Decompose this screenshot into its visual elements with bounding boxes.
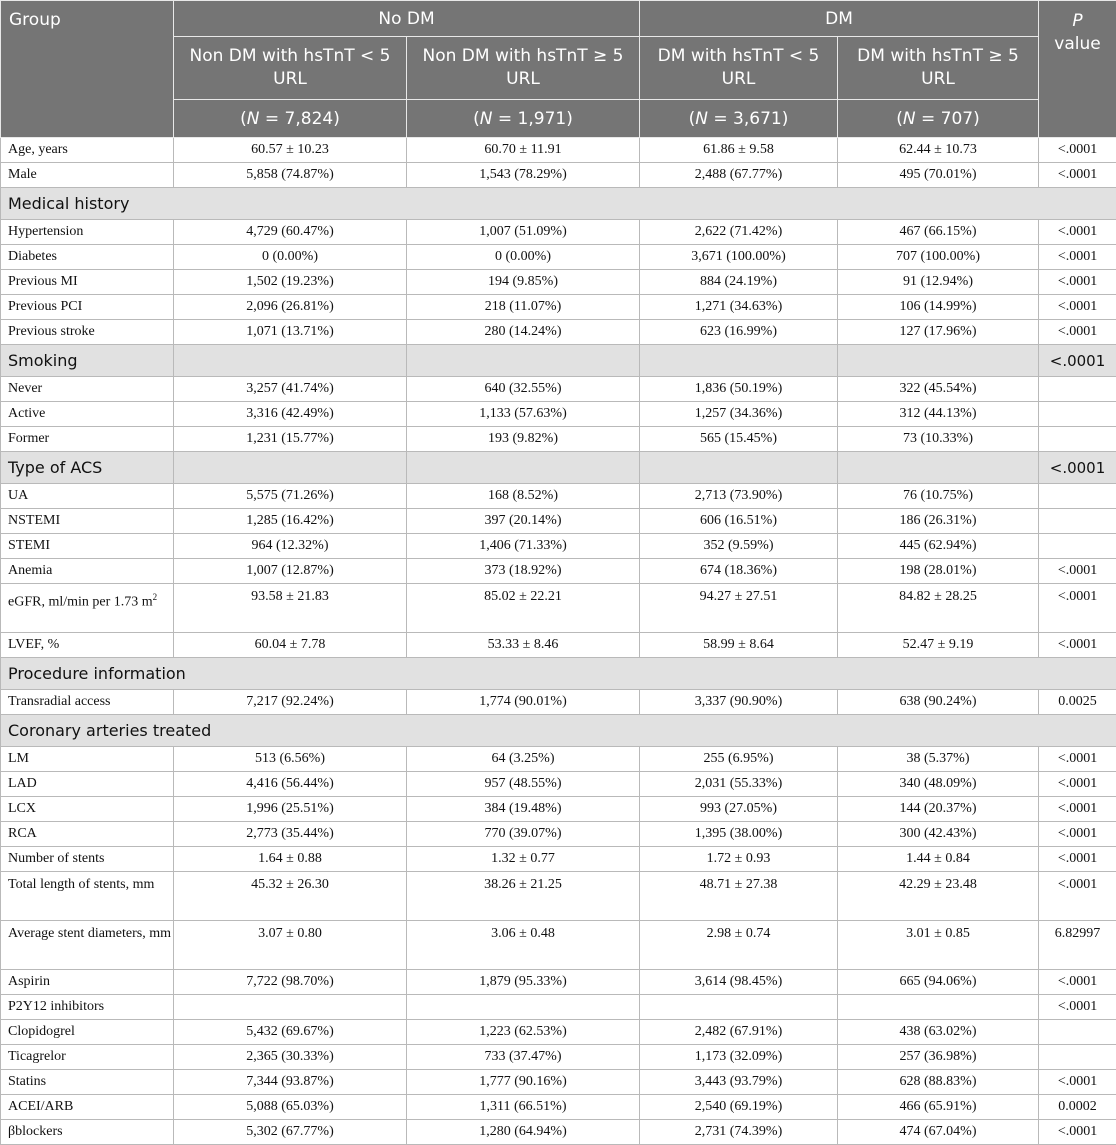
p-value-cell: <.0001 <box>1039 872 1116 921</box>
value-cell: 38.26 ± 21.25 <box>407 872 640 921</box>
value-cell: 1,502 (19.23%) <box>174 270 407 295</box>
value-cell: 42.29 ± 23.48 <box>838 872 1039 921</box>
row-label-text: Anemia <box>8 563 52 578</box>
subgroup-header: Non DM with hsTnT < 5 URL <box>174 37 407 100</box>
row-label <box>1 270 174 295</box>
row-label <box>1 534 174 559</box>
row-label-text: ACEI/ARB <box>8 1099 73 1114</box>
value-cell: 4,416 (56.44%) <box>174 772 407 797</box>
value-cell: 194 (9.85%) <box>407 270 640 295</box>
group-header: Group <box>1 1 174 138</box>
row-label-text: βblockers <box>8 1124 63 1139</box>
p-value-cell <box>1039 534 1116 559</box>
value-cell: 340 (48.09%) <box>838 772 1039 797</box>
row-label-text: LVEF, % <box>8 637 59 652</box>
value-cell: 62.44 ± 10.73 <box>838 138 1039 163</box>
value-cell: 218 (11.07%) <box>407 295 640 320</box>
value-cell: 76 (10.75%) <box>838 484 1039 509</box>
value-cell: 733 (37.47%) <box>407 1045 640 1070</box>
row-label <box>1 484 174 509</box>
p-value-cell: <.0001 <box>1039 163 1116 188</box>
p-value-cell: 0.0002 <box>1039 1095 1116 1120</box>
value-cell: 2,713 (73.90%) <box>640 484 838 509</box>
value-cell: 5,432 (69.67%) <box>174 1020 407 1045</box>
value-cell: 1,996 (25.51%) <box>174 797 407 822</box>
section-empty-cell <box>407 345 640 377</box>
value-cell: 312 (44.13%) <box>838 402 1039 427</box>
row-label <box>1 1020 174 1045</box>
value-cell: 3,443 (93.79%) <box>640 1070 838 1095</box>
value-cell: 2,096 (26.81%) <box>174 295 407 320</box>
value-cell: 1,777 (90.16%) <box>407 1070 640 1095</box>
value-cell: 3,614 (98.45%) <box>640 970 838 995</box>
row-label-text: Average stent diameters, mm <box>8 926 171 941</box>
dm-header: DM <box>640 1 1039 37</box>
value-cell: 1,071 (13.71%) <box>174 320 407 345</box>
row-label-text: Male <box>8 167 37 182</box>
row-label <box>1 220 174 245</box>
row-label <box>1 872 174 921</box>
value-cell: 38 (5.37%) <box>838 747 1039 772</box>
table-row <box>1 138 1116 163</box>
p-value-cell: <.0001 <box>1039 584 1116 633</box>
value-cell: 84.82 ± 28.25 <box>838 584 1039 633</box>
p-value-cell: <.0001 <box>1039 452 1116 484</box>
value-cell: 770 (39.07%) <box>407 822 640 847</box>
value-cell: 352 (9.59%) <box>640 534 838 559</box>
row-label-text: Previous stroke <box>8 324 95 339</box>
value-cell: 373 (18.92%) <box>407 559 640 584</box>
row-label-text: Active <box>8 406 45 421</box>
row-label <box>1 584 174 633</box>
value-cell: 1.32 ± 0.77 <box>407 847 640 872</box>
table-body <box>1 138 1116 1145</box>
value-cell: 7,722 (98.70%) <box>174 970 407 995</box>
value-cell: 2,622 (71.42%) <box>640 220 838 245</box>
value-cell: 198 (28.01%) <box>838 559 1039 584</box>
value-cell: 1.72 ± 0.93 <box>640 847 838 872</box>
row-label <box>1 1095 174 1120</box>
section-empty-cell <box>407 452 640 484</box>
row-label-text: P2Y12 inhibitors <box>8 999 104 1014</box>
row-label-text: eGFR, ml/min per 1.73 m <box>8 595 153 610</box>
superscript: 2 <box>153 592 158 602</box>
value-cell: 665 (94.06%) <box>838 970 1039 995</box>
row-label <box>1 633 174 658</box>
value-cell: 5,088 (65.03%) <box>174 1095 407 1120</box>
row-label-text: STEMI <box>8 538 50 553</box>
p-value-cell: <.0001 <box>1039 220 1116 245</box>
p-value-cell: <.0001 <box>1039 295 1116 320</box>
value-cell: 1,395 (38.00%) <box>640 822 838 847</box>
value-cell: 2,731 (74.39%) <box>640 1120 838 1145</box>
p-value-cell: <.0001 <box>1039 1120 1116 1145</box>
value-cell: 2,488 (67.77%) <box>640 163 838 188</box>
row-label-text: Aspirin <box>8 974 50 989</box>
value-cell: 1,223 (62.53%) <box>407 1020 640 1045</box>
value-cell: 93.58 ± 21.83 <box>174 584 407 633</box>
table-row <box>1 427 1116 452</box>
value-cell: 1.64 ± 0.88 <box>174 847 407 872</box>
row-label <box>1 163 174 188</box>
value-cell: 628 (88.83%) <box>838 1070 1039 1095</box>
p-value-cell: <.0001 <box>1039 245 1116 270</box>
p-value-cell: <.0001 <box>1039 797 1116 822</box>
row-label <box>1 822 174 847</box>
table-row <box>1 970 1116 995</box>
value-cell: 255 (6.95%) <box>640 747 838 772</box>
value-cell: 565 (15.45%) <box>640 427 838 452</box>
section-empty-cell <box>838 345 1039 377</box>
section-row <box>1 452 1116 484</box>
table-row <box>1 995 1116 1020</box>
value-cell: 45.32 ± 26.30 <box>174 872 407 921</box>
value-cell: 4,729 (60.47%) <box>174 220 407 245</box>
value-cell: 3,316 (42.49%) <box>174 402 407 427</box>
row-label <box>1 427 174 452</box>
value-cell: 606 (16.51%) <box>640 509 838 534</box>
table-row <box>1 245 1116 270</box>
row-label <box>1 747 174 772</box>
value-cell: 2.98 ± 0.74 <box>640 921 838 970</box>
value-cell: 3,257 (41.74%) <box>174 377 407 402</box>
section-row <box>1 658 1116 690</box>
value-cell: 993 (27.05%) <box>640 797 838 822</box>
table-row <box>1 220 1116 245</box>
value-cell: 397 (20.14%) <box>407 509 640 534</box>
value-cell: 2,773 (35.44%) <box>174 822 407 847</box>
table-row <box>1 797 1116 822</box>
p-value-cell <box>1039 377 1116 402</box>
value-cell: 60.70 ± 11.91 <box>407 138 640 163</box>
table-row <box>1 921 1116 970</box>
value-cell: 48.71 ± 27.38 <box>640 872 838 921</box>
value-cell: 467 (66.15%) <box>838 220 1039 245</box>
section-label: Smoking <box>1 345 174 377</box>
row-label <box>1 995 174 1020</box>
p-value-header <box>1039 1 1116 138</box>
table-row <box>1 847 1116 872</box>
row-label <box>1 402 174 427</box>
row-label <box>1 295 174 320</box>
value-cell: 1,836 (50.19%) <box>640 377 838 402</box>
table-row <box>1 377 1116 402</box>
value-cell: 64 (3.25%) <box>407 747 640 772</box>
p-value-cell <box>1039 1020 1116 1045</box>
value-cell: 1,007 (51.09%) <box>407 220 640 245</box>
value-cell: 674 (18.36%) <box>640 559 838 584</box>
row-label-text: UA <box>8 488 28 503</box>
row-label-text: Clopidogrel <box>8 1024 75 1039</box>
row-label-text: Total length of stents, mm <box>8 877 154 892</box>
value-cell: 2,540 (69.19%) <box>640 1095 838 1120</box>
table-row <box>1 270 1116 295</box>
value-cell: 5,302 (67.77%) <box>174 1120 407 1145</box>
value-cell: 1,007 (12.87%) <box>174 559 407 584</box>
table-row <box>1 1070 1116 1095</box>
table-header <box>1 1 1116 138</box>
value-cell: 257 (36.98%) <box>838 1045 1039 1070</box>
table-row <box>1 559 1116 584</box>
value-cell: 1,879 (95.33%) <box>407 970 640 995</box>
table-row <box>1 1095 1116 1120</box>
value-cell: 1,231 (15.77%) <box>174 427 407 452</box>
table-row <box>1 402 1116 427</box>
row-label <box>1 559 174 584</box>
value-cell: 2,482 (67.91%) <box>640 1020 838 1045</box>
section-empty-cell <box>174 452 407 484</box>
value-cell: 2,365 (30.33%) <box>174 1045 407 1070</box>
row-label-text: Statins <box>8 1074 46 1089</box>
value-cell: 474 (67.04%) <box>838 1120 1039 1145</box>
row-label <box>1 320 174 345</box>
value-cell: 58.99 ± 8.64 <box>640 633 838 658</box>
p-value-cell: 6.82997 <box>1039 921 1116 970</box>
value-cell: 1,280 (64.94%) <box>407 1120 640 1145</box>
value-cell: 707 (100.00%) <box>838 245 1039 270</box>
value-cell: 1,285 (16.42%) <box>174 509 407 534</box>
section-label: Coronary arteries treated <box>1 715 1116 747</box>
table-row <box>1 822 1116 847</box>
section-row <box>1 345 1116 377</box>
table-row <box>1 509 1116 534</box>
value-cell: 3,337 (90.90%) <box>640 690 838 715</box>
p-value-cell: <.0001 <box>1039 138 1116 163</box>
row-label-text: Diabetes <box>8 249 57 264</box>
table-row <box>1 633 1116 658</box>
value-cell: 513 (6.56%) <box>174 747 407 772</box>
section-label: Type of ACS <box>1 452 174 484</box>
value-cell: 0 (0.00%) <box>407 245 640 270</box>
table-row <box>1 1020 1116 1045</box>
table-row <box>1 534 1116 559</box>
subgroup-header: DM with hsTnT < 5 URL <box>640 37 838 100</box>
p-value-cell: <.0001 <box>1039 633 1116 658</box>
p-value-cell: <.0001 <box>1039 822 1116 847</box>
p-value-cell: 0.0025 <box>1039 690 1116 715</box>
value-cell: 73 (10.33%) <box>838 427 1039 452</box>
value-cell: 3.01 ± 0.85 <box>838 921 1039 970</box>
row-label <box>1 377 174 402</box>
row-label-text: LAD <box>8 776 37 791</box>
value-cell <box>640 995 838 1020</box>
value-cell: 1,257 (34.36%) <box>640 402 838 427</box>
value-cell: 3.07 ± 0.80 <box>174 921 407 970</box>
value-cell: 1,271 (34.63%) <box>640 295 838 320</box>
value-cell: 186 (26.31%) <box>838 509 1039 534</box>
value-cell: 623 (16.99%) <box>640 320 838 345</box>
value-cell: 640 (32.55%) <box>407 377 640 402</box>
value-cell: 193 (9.82%) <box>407 427 640 452</box>
p-value-cell: <.0001 <box>1039 995 1116 1020</box>
row-label <box>1 138 174 163</box>
value-cell: 144 (20.37%) <box>838 797 1039 822</box>
value-cell: 127 (17.96%) <box>838 320 1039 345</box>
row-label-text: Previous PCI <box>8 299 82 314</box>
row-label-text: Transradial access <box>8 694 111 709</box>
section-label: Medical history <box>1 188 1116 220</box>
value-cell <box>174 995 407 1020</box>
row-label <box>1 690 174 715</box>
value-cell: 60.57 ± 10.23 <box>174 138 407 163</box>
row-label-text: Age, years <box>8 142 68 157</box>
value-cell: 5,858 (74.87%) <box>174 163 407 188</box>
table-row <box>1 484 1116 509</box>
p-value-cell <box>1039 402 1116 427</box>
section-empty-cell <box>640 452 838 484</box>
subgroup-n: (N = 707) <box>838 100 1039 138</box>
value-cell: 52.47 ± 9.19 <box>838 633 1039 658</box>
row-label-text: Hypertension <box>8 224 83 239</box>
value-cell: 1,774 (90.01%) <box>407 690 640 715</box>
no-dm-header: No DM <box>174 1 640 37</box>
value-cell: 300 (42.43%) <box>838 822 1039 847</box>
p-value-cell: <.0001 <box>1039 772 1116 797</box>
value-cell: 438 (63.02%) <box>838 1020 1039 1045</box>
row-label <box>1 970 174 995</box>
section-label: Procedure information <box>1 658 1116 690</box>
p-value-cell: <.0001 <box>1039 270 1116 295</box>
row-label <box>1 921 174 970</box>
subgroup-header: DM with hsTnT ≥ 5 URL <box>838 37 1039 100</box>
value-cell: 3,671 (100.00%) <box>640 245 838 270</box>
row-label <box>1 797 174 822</box>
row-label <box>1 847 174 872</box>
row-label-text: Previous MI <box>8 274 78 289</box>
value-cell: 384 (19.48%) <box>407 797 640 822</box>
p-value-cell: <.0001 <box>1039 559 1116 584</box>
value-cell: 1.44 ± 0.84 <box>838 847 1039 872</box>
row-label-text: LM <box>8 751 29 766</box>
value-cell: 884 (24.19%) <box>640 270 838 295</box>
value-cell: 60.04 ± 7.78 <box>174 633 407 658</box>
table-row <box>1 690 1116 715</box>
section-empty-cell <box>640 345 838 377</box>
value-cell: 0 (0.00%) <box>174 245 407 270</box>
value-cell: 106 (14.99%) <box>838 295 1039 320</box>
value-cell: 495 (70.01%) <box>838 163 1039 188</box>
table-row <box>1 163 1116 188</box>
subgroup-n: (N = 3,671) <box>640 100 838 138</box>
value-cell: 3.06 ± 0.48 <box>407 921 640 970</box>
value-cell <box>407 995 640 1020</box>
value-cell: 1,311 (66.51%) <box>407 1095 640 1120</box>
value-cell: 168 (8.52%) <box>407 484 640 509</box>
row-label-text: Number of stents <box>8 851 104 866</box>
section-empty-cell <box>174 345 407 377</box>
row-label <box>1 1070 174 1095</box>
row-label-text: Former <box>8 431 49 446</box>
table-row <box>1 1045 1116 1070</box>
table-row <box>1 772 1116 797</box>
p-value-cell <box>1039 484 1116 509</box>
p-value-cell: <.0001 <box>1039 1070 1116 1095</box>
value-cell: 2,031 (55.33%) <box>640 772 838 797</box>
row-label-text: LCX <box>8 801 36 816</box>
value-cell: 964 (12.32%) <box>174 534 407 559</box>
p-label-value: value <box>1054 34 1100 54</box>
row-label-text: RCA <box>8 826 37 841</box>
value-cell: 53.33 ± 8.46 <box>407 633 640 658</box>
p-value-cell <box>1039 427 1116 452</box>
value-cell: 94.27 ± 27.51 <box>640 584 838 633</box>
value-cell: 91 (12.94%) <box>838 270 1039 295</box>
section-row <box>1 715 1116 747</box>
value-cell: 1,406 (71.33%) <box>407 534 640 559</box>
row-label <box>1 1045 174 1070</box>
table-row <box>1 320 1116 345</box>
value-cell: 638 (90.24%) <box>838 690 1039 715</box>
table-row <box>1 1120 1116 1145</box>
row-label-text: Never <box>8 381 42 396</box>
p-value-cell: <.0001 <box>1039 345 1116 377</box>
subgroup-header: Non DM with hsTnT ≥ 5 URL <box>407 37 640 100</box>
value-cell: 1,173 (32.09%) <box>640 1045 838 1070</box>
row-label-text: Ticagrelor <box>8 1049 66 1064</box>
value-cell: 466 (65.91%) <box>838 1095 1039 1120</box>
p-value-cell: <.0001 <box>1039 970 1116 995</box>
p-value-cell: <.0001 <box>1039 320 1116 345</box>
value-cell: 322 (45.54%) <box>838 377 1039 402</box>
table-row <box>1 747 1116 772</box>
row-label <box>1 1120 174 1145</box>
subgroup-n: (N = 7,824) <box>174 100 407 138</box>
value-cell <box>838 995 1039 1020</box>
row-label <box>1 245 174 270</box>
value-cell: 7,217 (92.24%) <box>174 690 407 715</box>
table-row <box>1 295 1116 320</box>
table-row <box>1 584 1116 633</box>
value-cell: 957 (48.55%) <box>407 772 640 797</box>
p-value-cell: <.0001 <box>1039 847 1116 872</box>
subgroup-n: (N = 1,971) <box>407 100 640 138</box>
value-cell: 445 (62.94%) <box>838 534 1039 559</box>
p-value-cell: <.0001 <box>1039 747 1116 772</box>
value-cell: 7,344 (93.87%) <box>174 1070 407 1095</box>
value-cell: 1,133 (57.63%) <box>407 402 640 427</box>
row-label <box>1 509 174 534</box>
value-cell: 280 (14.24%) <box>407 320 640 345</box>
p-label: P <box>1072 11 1082 31</box>
p-value-cell <box>1039 1045 1116 1070</box>
value-cell: 61.86 ± 9.58 <box>640 138 838 163</box>
row-label <box>1 772 174 797</box>
table-row <box>1 872 1116 921</box>
section-row <box>1 188 1116 220</box>
value-cell: 5,575 (71.26%) <box>174 484 407 509</box>
section-empty-cell <box>838 452 1039 484</box>
value-cell: 1,543 (78.29%) <box>407 163 640 188</box>
row-label-text: NSTEMI <box>8 513 60 528</box>
value-cell: 85.02 ± 22.21 <box>407 584 640 633</box>
p-value-cell <box>1039 509 1116 534</box>
